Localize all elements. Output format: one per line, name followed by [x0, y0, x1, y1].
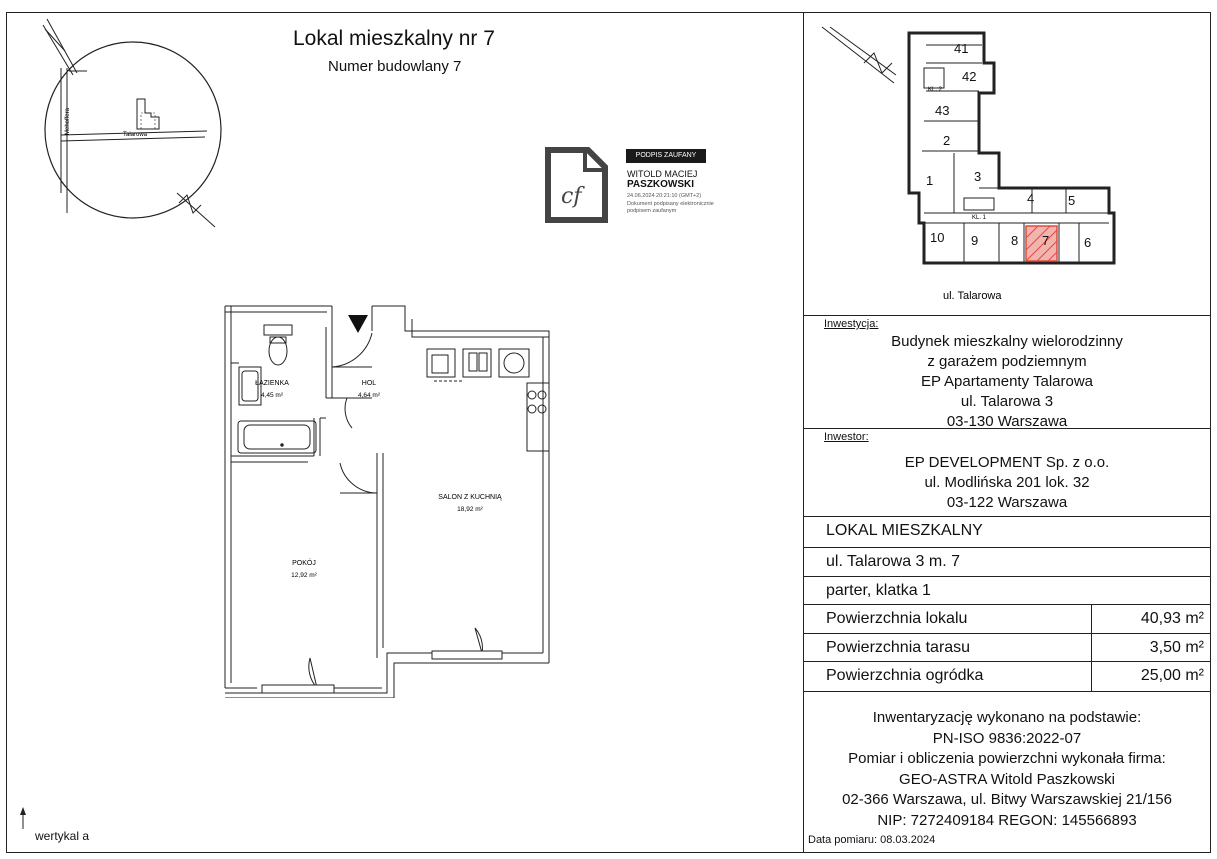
investor-section	[804, 428, 1210, 516]
surveyor-line: PN-ISO 9836:2022-07	[932, 729, 1082, 747]
key-unit-6: 6	[1084, 235, 1092, 250]
signature-note-1: Dokument podpisany elektronicznie	[627, 201, 714, 207]
trusted-signature-badge: PODPIS ZAUFANY	[626, 149, 706, 163]
key-plan-street: ul. Talarowa	[943, 290, 1002, 302]
investor-line: 03-122 Warszawa	[946, 494, 1068, 511]
key-plan	[804, 13, 1210, 315]
investment-section	[804, 315, 1210, 428]
unit-type: LOKAL MIESZKALNY	[826, 522, 983, 539]
investor-details	[804, 453, 1210, 513]
room-name-hall: HOL	[361, 380, 377, 387]
signature-timestamp: 24.06.2024 20:21:10 (GMT+2)	[627, 193, 702, 199]
area-value: 40,93 m²	[1140, 610, 1204, 627]
surveyor-line: GEO-ASTRA Witold Paszkowski	[899, 770, 1115, 788]
room-area-bathroom: 4,45 m²	[260, 392, 284, 399]
area-row	[804, 661, 1210, 691]
area-row	[804, 633, 1210, 661]
key-stair-2: KL. 2	[928, 87, 943, 93]
key-unit-9: 9	[971, 233, 979, 248]
key-unit-1: 1	[926, 173, 934, 188]
key-unit-8: 8	[1011, 233, 1019, 248]
area-label: Powierzchnia ogródka	[826, 667, 984, 684]
unit-floor: parter, klatka 1	[826, 582, 931, 599]
unit-address-row	[804, 547, 1210, 576]
signer-name-first: WITOLD MACIEJ	[627, 169, 698, 179]
arrow-up-icon	[20, 807, 32, 831]
room-name-living: SALON Z KUCHNIĄ	[438, 494, 502, 501]
investment-details	[804, 332, 1210, 432]
room-name-bathroom: ŁAZIENKA	[255, 380, 289, 387]
investor-line: EP DEVELOPMENT Sp. z o.o.	[904, 454, 1110, 471]
key-unit-2: 2	[943, 133, 951, 148]
orientation-label: wertykal a	[35, 829, 90, 843]
room-area-bedroom: 12,92 m²	[291, 572, 317, 579]
key-unit-7-highlighted: 7	[1042, 233, 1050, 248]
key-unit-41: 41	[954, 41, 969, 56]
room-name-bedroom: POKÓJ	[292, 560, 316, 567]
key-unit-42: 42	[962, 69, 977, 84]
room-area-living: 18,92 m²	[457, 506, 483, 513]
investment-line: 03-130 Warszawa	[946, 413, 1068, 430]
area-label: Powierzchnia lokalu	[826, 610, 968, 627]
street-label-side: Mehoffera	[65, 108, 71, 135]
surveyor-line: 02-366 Warszawa, ul. Bitwy Warszawskiej 21/156	[842, 791, 1172, 808]
info-panel	[804, 13, 1210, 852]
investment-line: Budynek mieszkalny wielorodzinny	[891, 333, 1123, 350]
key-unit-4: 4	[1027, 191, 1035, 206]
investment-line: ul. Talarowa 3	[960, 393, 1054, 410]
unit-address: ul. Talarowa 3 m. 7	[826, 553, 960, 570]
area-label: Powierzchnia tarasu	[826, 639, 971, 656]
page-subtitle: Numer budowlany 7	[328, 58, 462, 75]
floor-plan	[222, 303, 562, 698]
key-unit-10: 10	[930, 230, 945, 245]
investor-label: Inwestor:	[824, 431, 869, 443]
key-unit-5: 5	[1068, 193, 1076, 208]
investor-line: ul. Modlińska 201 lok. 32	[924, 474, 1090, 491]
street-label-main: Talarowa	[123, 132, 148, 138]
area-row	[804, 604, 1210, 633]
signature-note-2: podpisem zaufanym	[627, 208, 677, 214]
room-area-hall: 4,64 m²	[357, 392, 381, 399]
surveyor-line: NIP: 7272409184 REGON: 145566893	[877, 811, 1137, 829]
signer-name-last: PASZKOWSKI	[627, 179, 695, 190]
document-icon	[543, 145, 613, 225]
svg-text:cf: cf	[561, 184, 582, 209]
surveyor-line: Pomiar i obliczenia powierzchni wykonała firma:	[848, 750, 1166, 767]
key-stair-1: KL. 1	[972, 215, 987, 221]
plan-panel	[7, 13, 804, 852]
investment-label: Inwestycja:	[824, 318, 879, 330]
investment-line: z garażem podziemnym	[927, 353, 1087, 370]
key-unit-43: 43	[935, 103, 950, 118]
investment-line: EP Apartamenty Talarowa	[920, 373, 1094, 390]
unit-floor-row	[804, 576, 1210, 604]
area-value: 3,50 m²	[1149, 639, 1204, 656]
location-map	[27, 13, 257, 243]
document-sheet	[6, 12, 1211, 853]
page-title: Lokal mieszkalny nr 7	[293, 27, 495, 50]
surveyor-details	[804, 708, 1210, 831]
area-value: 25,00 m²	[1140, 667, 1204, 684]
surveyor-section	[804, 691, 1210, 852]
surveyor-line: Inwentaryzację wykonano na podstawie:	[872, 709, 1142, 726]
key-unit-3: 3	[974, 169, 982, 184]
unit-type-row	[804, 516, 1210, 547]
measurement-date: Data pomiaru: 08.03.2024	[808, 834, 936, 846]
